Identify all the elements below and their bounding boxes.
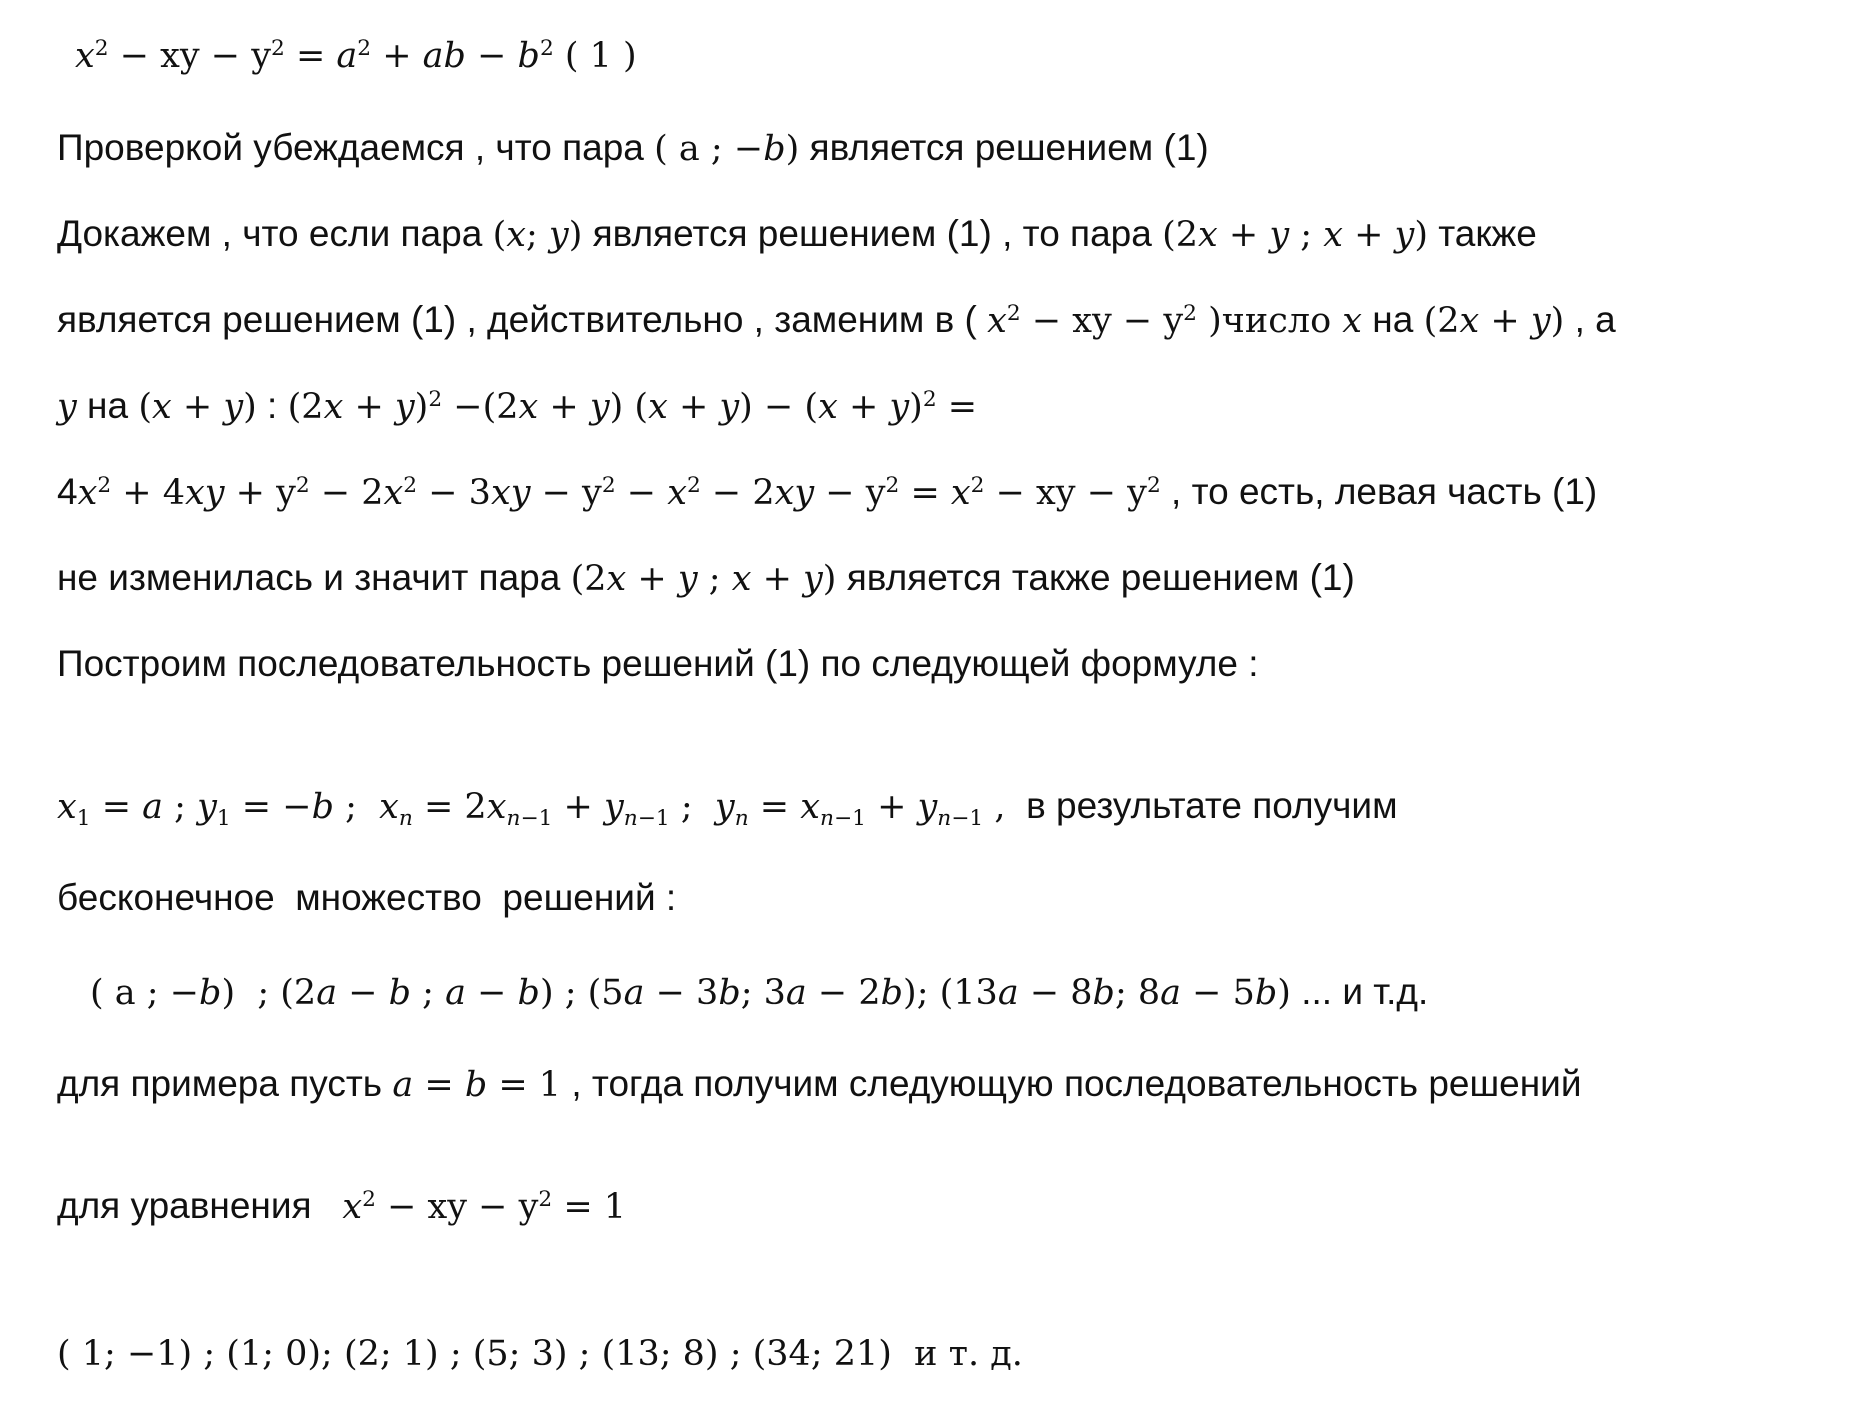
recurrence-formula: $x_1 = a$ ; $y_1 = -b$ ; $x_n = 2x_{n-1} + y_{n-1}$ ; $y_n = x_{n-1} + y_{n-1}$ , в результате получим	[57, 785, 1398, 831]
paragraph-prove-line-3: y на (x + y) : $(2x + y)^2 -(2x + y)$ $(x + y) - (x + y)^2$ =	[57, 385, 978, 427]
equation-1: $x^2$ − xy − $y^2 = a^2$ + ab − $b^2$ ( 1 )	[75, 36, 637, 76]
paragraph-construct: Построим последовательность решений (1) по следующей формуле :	[57, 643, 1259, 684]
paragraph-check-pair: Проверкой убеждаемся , что пара ( a ; −b) является решением (1)	[57, 127, 1209, 169]
paragraph-prove-line-2: является решением (1) , действительно , заменим в ( $x^2$ − xy − $y^2$ )число x на (2x + y) , а	[57, 299, 1616, 341]
paragraph-equation-example: для уравнения $x^2$ − xy − $y^2 = 1$	[57, 1185, 627, 1227]
paragraph-expansion: $4x^2 + 4xy + y^2 - 2x^2 - 3xy - y^2 - x^2 - 2xy - y^2 = x^2$ − xy − $y^2$ , то есть, левая часть (1)	[57, 471, 1598, 513]
paragraph-conclusion: не изменилась и значит пара (2x + y ; x + y) является также решением (1)	[57, 557, 1355, 599]
paragraph-infinite-set: бесконечное множество решений :	[57, 877, 677, 918]
numeric-solutions: ( 1; −1) ; (1; 0); (2; 1) ; (5; 3) ; (13; 8) ; (34; 21) и т. д.	[57, 1334, 1023, 1374]
paragraph-prove-line-1: Докажем , что если пара (x; y) является решением (1) , то пара (2x + y ; x + y) также	[57, 213, 1537, 255]
paragraph-example: для примера пусть a = b = 1 , тогда получим следующую последовательность решений	[57, 1063, 1582, 1105]
general-solutions: ( a ; −b) ; (2a − b ; a − b) ; (5a − 3b; 3a − 2b); (13a − 8b; 8a − 5b) ... и т.д.	[90, 971, 1429, 1013]
